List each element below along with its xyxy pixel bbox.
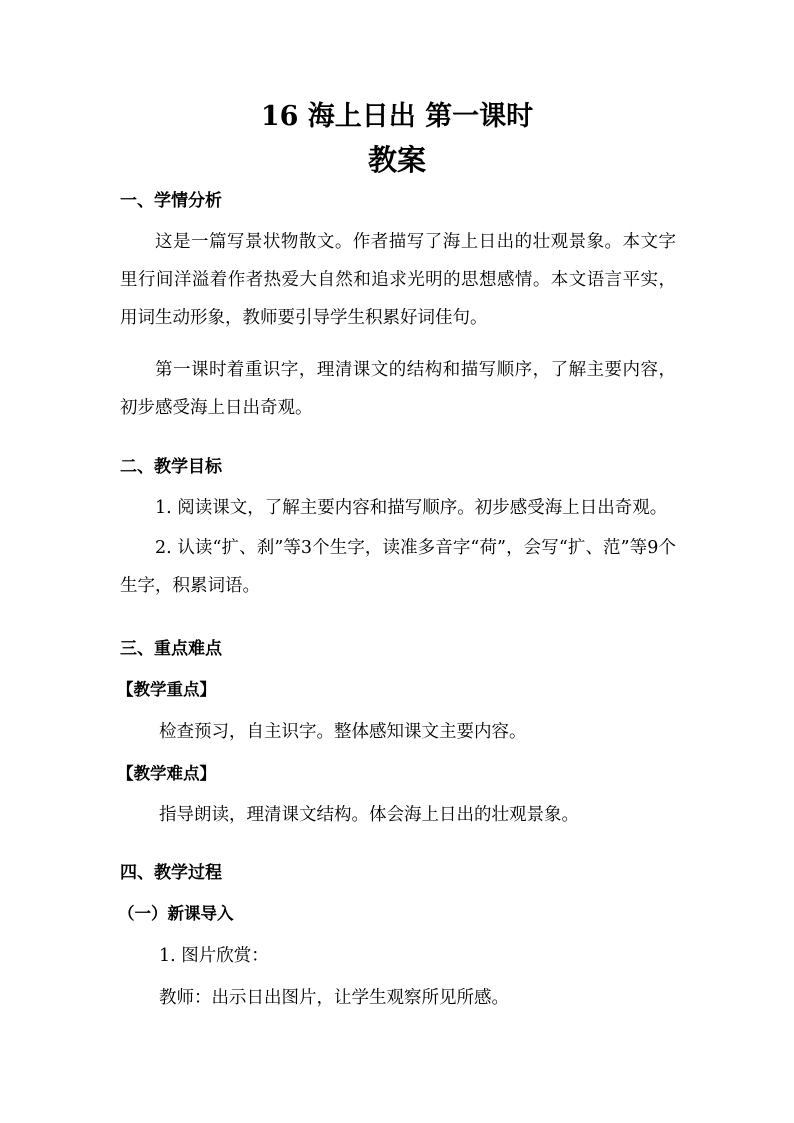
lesson-subtitle: 教案 xyxy=(367,143,426,177)
lesson-title: 16 海上日出 第一课时 xyxy=(260,101,534,132)
process-subheading-intro: （一）新课导入 xyxy=(118,904,234,923)
section-heading-key-points: 三、重点难点 xyxy=(120,639,222,659)
key-point-label: 【教学重点】 xyxy=(117,680,216,699)
key-point-text: 检查预习，自主识字。整体感知课文主要内容。 xyxy=(159,722,527,742)
process-step-1-text: 教师：出示日出图片，让学生观察所见所感。 xyxy=(159,988,509,1008)
difficulty-label: 【教学难点】 xyxy=(117,764,216,783)
difficulty-text: 指导朗读，理清课文结构。体会海上日出的壮观景象。 xyxy=(159,805,579,825)
goal-item-1: 1. 阅读课文，了解主要内容和描写顺序。初步感受海上日出奇观。 xyxy=(155,498,668,518)
section-heading-process: 四、教学过程 xyxy=(120,863,222,883)
section-heading-goals: 二、教学目标 xyxy=(120,457,222,477)
analysis-paragraph-1: 这是一篇写景状物散文。作者描写了海上日出的壮观景象。本文字里行间洋溢着作者热爱大自然和追求光明的思想感情。本文语言平实，用词生动形象，教师要引导学生积累好词佳句。 xyxy=(120,232,676,328)
goal-item-2: 2. 认读“扩、刹”等3个生字，读准多音字“荷”，会写“扩、范”等9个生字，积累词语。 xyxy=(120,538,676,596)
section-heading-analysis: 一、学情分析 xyxy=(120,191,222,211)
analysis-paragraph-2: 第一课时着重识字，理清课文的结构和描写顺序，了解主要内容，初步感受海上日出奇观。 xyxy=(120,360,676,418)
process-step-1: 1. 图片欣赏： xyxy=(159,946,269,966)
